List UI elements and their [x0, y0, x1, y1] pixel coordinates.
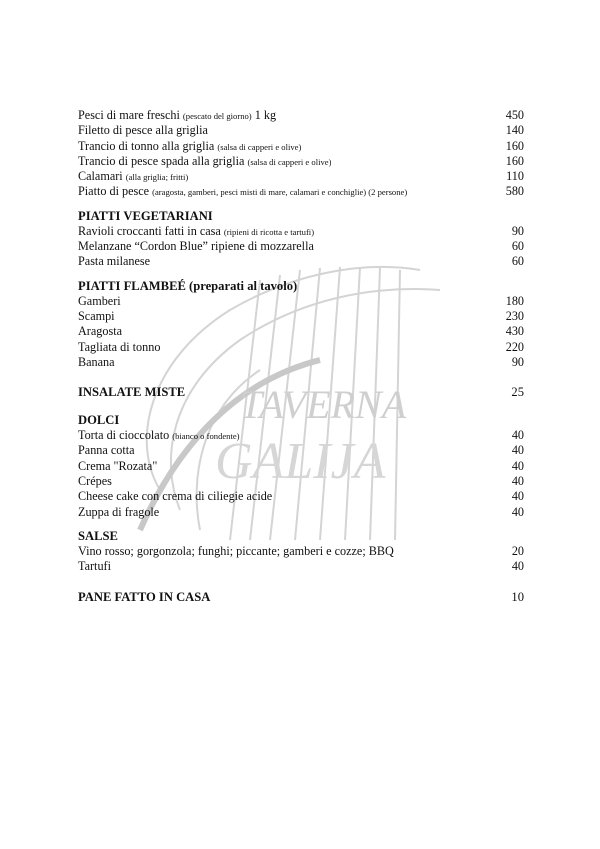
- section-heading: PIATTI VEGETARIANI: [78, 208, 213, 223]
- price: 40: [511, 458, 524, 473]
- fish-section: [78, 108, 524, 200]
- menu: [78, 108, 524, 605]
- menu-item: Torta di cioccolato (bianco o fondente) 40: [78, 428, 524, 443]
- price: 40: [511, 489, 524, 504]
- desserts-section: [78, 412, 524, 520]
- menu-item: Crépes 40: [78, 474, 524, 489]
- price: 20: [511, 543, 524, 558]
- salads-section: [78, 384, 524, 400]
- price: 580: [505, 184, 524, 199]
- price: 40: [511, 428, 524, 443]
- price: 180: [505, 293, 524, 308]
- section-heading: INSALATE MISTE: [78, 385, 186, 400]
- menu-item: Zuppa di fragole 40: [78, 504, 524, 519]
- price: 40: [511, 559, 524, 574]
- price: 160: [505, 153, 524, 168]
- price: 90: [511, 223, 524, 238]
- menu-item: Aragosta 430: [78, 324, 524, 339]
- price: 450: [505, 108, 524, 122]
- watermark-line2: GALIJA: [215, 433, 386, 490]
- menu-item: Gamberi 180: [78, 293, 524, 308]
- menu-item: Melanzane “Cordon Blue” ripiene di mozzarella 60: [78, 239, 524, 254]
- price: 25: [511, 385, 524, 400]
- price: 40: [511, 443, 524, 458]
- price: 60: [511, 239, 524, 254]
- menu-item: Piatto di pesce (aragosta, gamberi, pesci misti di mare, calamari e conchiglie) (2 persone) 580: [78, 184, 524, 199]
- section-heading: PANE FATTO IN CASA: [78, 589, 211, 604]
- section-heading: DOLCI: [78, 413, 120, 428]
- menu-item: Filetto di pesce alla griglia 140: [78, 123, 524, 138]
- flambe-section: [78, 278, 524, 370]
- vegetarian-section: [78, 208, 524, 270]
- price: 110: [506, 169, 524, 184]
- menu-item: Tagliata di tonno 220: [78, 339, 524, 354]
- menu-item: Trancio di pesce spada alla griglia (salsa di capperi e olive) 160: [78, 153, 524, 168]
- price: 10: [511, 589, 524, 604]
- menu-item: Pesci di mare freschi (pescato del giorno) 1 kg 450: [78, 108, 524, 122]
- watermark-line1: TAVERNA: [240, 382, 407, 427]
- section-heading: PIATTI FLAMBEÉ (preparati al tavolo): [78, 278, 298, 293]
- menu-item: Ravioli croccanti fatti in casa (ripieni di ricotta e tartufi) 90: [78, 223, 524, 238]
- menu-item: Panna cotta 40: [78, 443, 524, 458]
- menu-item: Trancio di tonno alla griglia (salsa di capperi e olive) 160: [78, 138, 524, 153]
- menu-item: Calamari (alla griglia; fritti) 110: [78, 169, 524, 184]
- menu-item: Crema "Rozata" 40: [78, 458, 524, 473]
- menu-item: Banana 90: [78, 354, 524, 369]
- price: 90: [511, 354, 524, 369]
- menu-item: Cheese cake con crema di ciliegie acide 40: [78, 489, 524, 504]
- price: 220: [505, 339, 524, 354]
- price: 60: [511, 254, 524, 269]
- menu-item: Tartufi 40: [78, 559, 524, 574]
- section-heading: SALSE: [78, 528, 118, 543]
- price: 430: [505, 324, 524, 339]
- price: 40: [511, 504, 524, 519]
- price: 230: [505, 308, 524, 323]
- menu-item: Pasta milanese 60: [78, 254, 524, 269]
- sauces-section: [78, 528, 524, 575]
- menu-item: Scampi 230: [78, 308, 524, 323]
- menu-item: Vino rosso; gorgonzola; funghi; piccante; gamberi e cozze; BBQ 20: [78, 543, 524, 558]
- price: 160: [505, 138, 524, 153]
- bread-section: [78, 589, 524, 605]
- price: 40: [511, 474, 524, 489]
- price: 140: [505, 123, 524, 138]
